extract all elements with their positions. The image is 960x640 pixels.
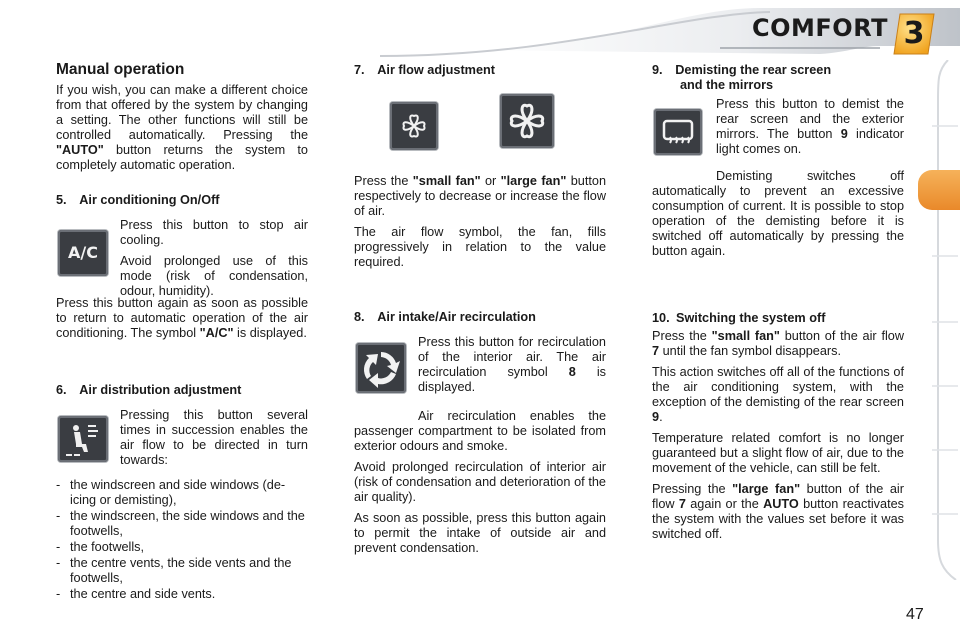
- recirculation-block: [354, 335, 606, 415]
- ac-text-2: Avoid prolonged use of this mode (risk of condensation, odour, humidity).: [120, 254, 308, 298]
- switch-off-text-3: Temperature related comfort is no longer guaranteed but a slight flow of air, due to the movement of the vehicle, can still be felt.: [652, 431, 904, 475]
- switch-off-text-2: This action switches off all of the functions of the air conditioning system, with the exception of the demisting of the rear screen 9.: [652, 365, 904, 424]
- recirculation-icon: [356, 343, 406, 393]
- distribution-list: [56, 478, 308, 602]
- list-item: - the windscreen and side windows (de-icing or demisting),: [56, 478, 308, 508]
- distribution-block: [56, 408, 308, 476]
- section-title-manual-operation: Manual operation: [56, 61, 185, 78]
- recirculation-text-4: As soon as possible, press this button again to permit the intake of outside air and prevent condensation.: [354, 511, 606, 555]
- recirculation-text-2: Air recirculation enables the passenger compartment to be isolated from exterior odours and smoke.: [354, 409, 606, 453]
- heading-air-flow: 7. Air flow adjustment: [354, 63, 495, 77]
- small-fan-icon: [390, 102, 438, 150]
- column-1: [56, 58, 308, 603]
- list-item: - the windscreen, the side windows and the footwells,: [56, 509, 308, 539]
- air-flow-text-1: Press the "small fan" or "large fan" button respectively to decrease or increase the flow of air.: [354, 174, 606, 218]
- heading-air-distribution: 6. Air distribution adjustment: [56, 383, 242, 397]
- ac-text-3: Press this button again as soon as possible to return to automatic operation of the air conditioning. The symbol "A/C" is displayed.: [56, 296, 308, 340]
- heading-demisting: 9. Demisting the rear screen and the mirrors: [652, 63, 832, 92]
- heading-air-recirculation: 8. Air intake/Air recirculation: [354, 310, 536, 324]
- demisting-block: [652, 97, 904, 175]
- ac-text-1: Press this button to stop air cooling.: [120, 218, 308, 247]
- column-2: [354, 58, 606, 562]
- recirculation-text-1: Press this button for recirculation of the interior air. The air recirculation symbol 8 is displayed.: [418, 335, 607, 394]
- demisting-text-2: Demisting switches off automatically to prevent an excessive consumption of current. It is possible to stop operation of the demisting before it is switched off automatically by pressing the button again.: [652, 169, 904, 258]
- intro-paragraph: If you wish, you can make a different choice from that offered by the system by changing a setting. The other functions will still be controlled automatically. Pressing the "AUTO" button returns the system to completely automatic operation.: [56, 83, 308, 172]
- air-distribution-icon: [58, 416, 108, 462]
- ac-block: [56, 218, 308, 298]
- rear-demist-icon: [654, 109, 702, 155]
- fan-icons: [354, 90, 606, 174]
- ac-button-icon: A/C: [58, 230, 108, 276]
- page-number: 47: [906, 606, 924, 623]
- list-item: - the centre vents, the side vents and the footwells,: [56, 556, 308, 586]
- list-item: - the centre and side vents.: [56, 587, 308, 602]
- switch-off-text-1: Press the "small fan" button of the air flow 7 until the fan symbol disappears.: [652, 329, 905, 358]
- air-flow-text-2: The air flow symbol, the fan, fills progressively in relation to the value required.: [354, 225, 606, 269]
- distribution-text: Pressing this button several times in succession enables the air flow to be directed in turn towards:: [120, 408, 308, 467]
- switch-off-text-4: Pressing the "large fan" button of the air flow 7 again or the AUTO button reactivates the system with the values set before it was switched off.: [652, 482, 904, 541]
- heading-switch-off: 10. Switching the system off: [652, 311, 826, 325]
- large-fan-icon: [500, 94, 554, 148]
- demisting-text-1: Press this button to demist the rear screen and the exterior mirrors. The button 9 indicator light comes on.: [716, 97, 904, 156]
- list-item: - the footwells,: [56, 540, 308, 555]
- recirculation-text-3: Avoid prolonged recirculation of interior air (risk of condensation and deterioration of the air quality).: [354, 460, 606, 504]
- heading-air-conditioning: 5. Air conditioning On/Off: [56, 193, 220, 207]
- chapter-number: 3: [903, 16, 925, 51]
- side-tab-active[interactable]: [918, 170, 960, 210]
- chapter-title: COMFORT: [752, 14, 888, 42]
- side-tab-rail: [926, 60, 960, 580]
- column-3: [652, 58, 904, 548]
